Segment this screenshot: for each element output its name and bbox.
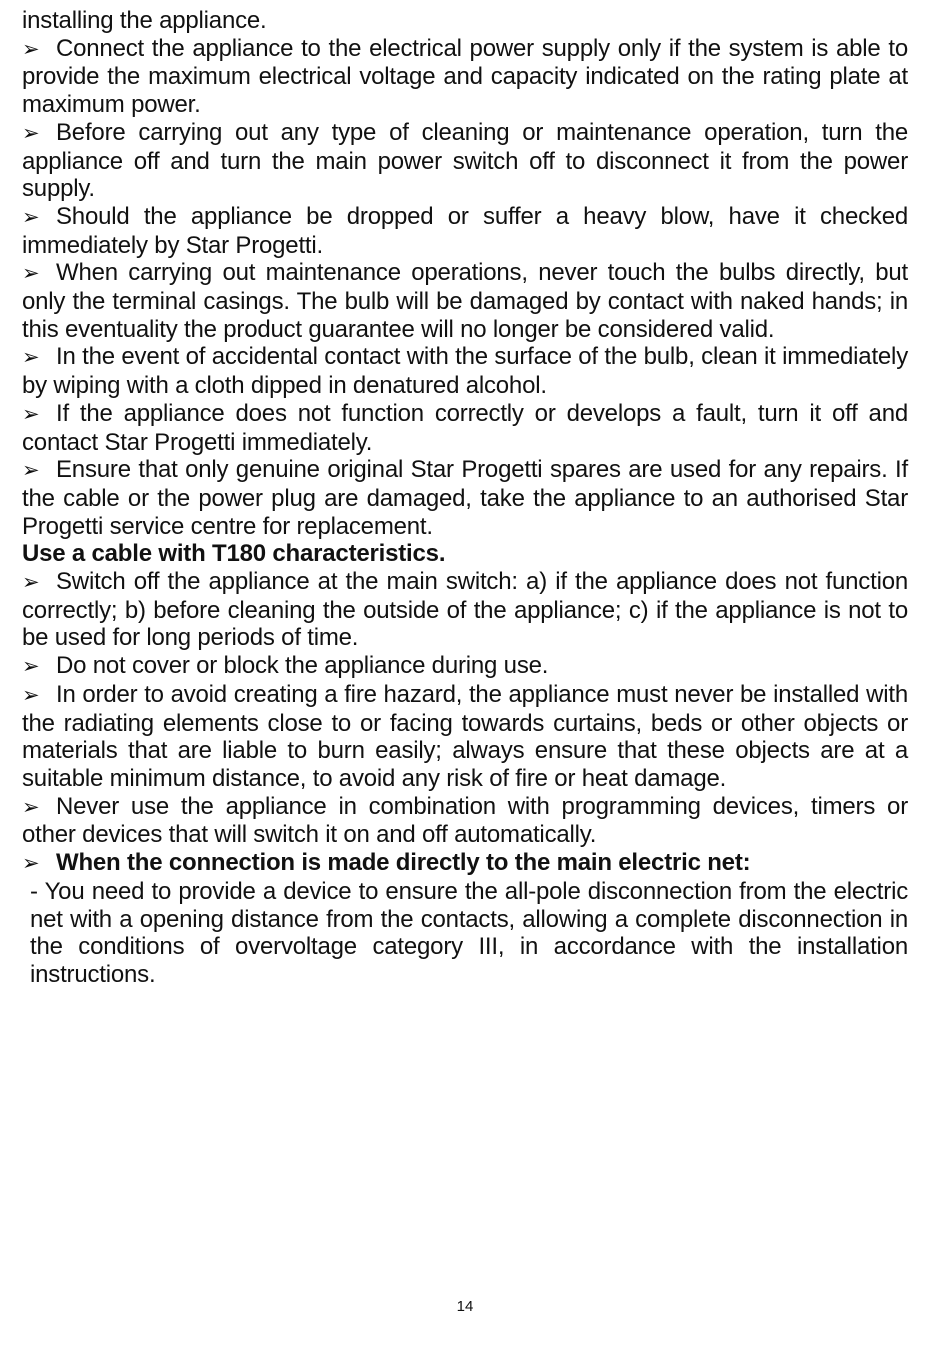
bullet-fire-hazard xyxy=(22,681,908,793)
bullet-text: Do not cover or block the appliance during use. xyxy=(56,652,549,680)
arrow-bullet-icon: ➢ xyxy=(22,570,40,595)
bullet-bulb-handling xyxy=(22,259,908,343)
arrow-bullet-icon: ➢ xyxy=(22,458,40,483)
bullet-text: Ensure that only genuine original Star Progetti spares are used for any repairs. If the cable or the power plug are damaged, take the appliance to an authorised Star Progetti service centre for replacement. xyxy=(22,456,908,540)
bullet-text: Should the appliance be dropped or suffer a heavy blow, have it checked immediately by Star Progetti. xyxy=(22,202,908,259)
bullet-connect-power xyxy=(22,35,908,119)
bullet-text: Never use the appliance in combination with programming devices, timers or other devices that will switch it on and off automatically. xyxy=(22,792,908,849)
intro-fragment: installing the appliance. xyxy=(22,7,267,34)
arrow-bullet-icon: ➢ xyxy=(22,120,40,145)
bullet-text: When carrying out maintenance operations, never touch the bulbs directly, but only the terminal casings. The bulb will be damaged by contact with naked hands; in this eventuality the product guarantee will no longer be considered valid. xyxy=(22,259,908,343)
bullet-text: Before carrying out any type of cleaning or maintenance operation, turn the appliance off and turn the main power switch off to disconnect it from the power supply. xyxy=(22,118,908,203)
bullet-text: In order to avoid creating a fire hazard, the appliance must never be installed with the radiating elements close to or facing towards curtains, beds or other objects or materials that are liable to burn easily; always ensure that these objects are at a suitable minimum distance, to avoid any risk of fire or heat damage. xyxy=(22,680,908,792)
arrow-bullet-icon: ➢ xyxy=(22,794,40,819)
arrow-bullet-icon: ➢ xyxy=(22,401,40,426)
page-number: 14 xyxy=(456,1298,474,1315)
bullet-direct-connection xyxy=(22,849,908,878)
arrow-bullet-icon: ➢ xyxy=(22,682,40,707)
bullet-bulb-contact xyxy=(22,343,908,399)
arrow-bullet-icon: ➢ xyxy=(22,36,40,61)
bullet-programming-devices xyxy=(22,793,908,849)
bullet-dropped-appliance xyxy=(22,203,908,259)
bullet-genuine-spares xyxy=(22,456,908,540)
bullet-do-not-cover xyxy=(22,652,908,681)
arrow-bullet-icon: ➢ xyxy=(22,851,40,876)
arrow-bullet-icon: ➢ xyxy=(22,654,40,679)
bullet-cleaning-maintenance xyxy=(22,119,908,203)
arrow-bullet-icon: ➢ xyxy=(22,204,40,229)
arrow-bullet-icon: ➢ xyxy=(22,261,40,286)
document-body xyxy=(22,7,908,989)
cable-note: Use a cable with T180 characteristics. xyxy=(22,540,446,568)
bullet-text: Connect the appliance to the electrical power supply only if the system is able to provide the maximum electrical voltage and capacity indicated on the rating plate at maximum power. xyxy=(22,34,908,119)
bullet-fault xyxy=(22,400,908,456)
arrow-bullet-icon: ➢ xyxy=(22,345,40,370)
bullet-text: Switch off the appliance at the main switch: a) if the appliance does not function correctly; b) before cleaning the outside of the appliance; c) if the appliance is not to be used for long periods of time. xyxy=(22,568,908,652)
bullet-text: If the appliance does not function correctly or develops a fault, turn it off and contact Star Progetti immediately. xyxy=(22,399,908,456)
bullet-switch-off xyxy=(22,568,908,652)
bullet-text: In the event of accidental contact with the surface of the bulb, clean it immediately by wiping with a cloth dipped in denatured alcohol. xyxy=(22,343,908,400)
all-pole-disconnection-item: - You need to provide a device to ensure the all-pole disconnection from the electric net with a opening distance from the contacts, allowing a complete disconnection in the conditions of overvoltage category III, in accordance with the installation instructions. xyxy=(30,877,908,988)
bullet-text: When the connection is made directly to the main electric net: xyxy=(56,849,751,877)
